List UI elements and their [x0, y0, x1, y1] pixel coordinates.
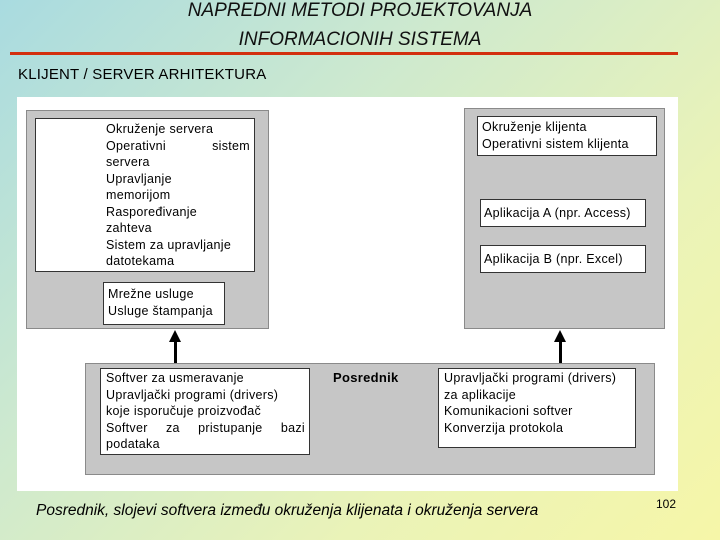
architecture-diagram: [17, 97, 678, 491]
server-arrow-head: [169, 330, 181, 342]
title-underline: [10, 52, 590, 55]
title-underline-right: [590, 52, 678, 55]
middleware-right-line: Komunikacioni softver: [444, 404, 573, 418]
middleware-left-line: Upravljački programi (drivers): [106, 387, 279, 402]
middleware-left-line: Softver za pristupanje bazi: [106, 420, 305, 435]
client-env-line: Okruženje klijenta: [482, 120, 587, 134]
server-env-line: memorijom: [106, 188, 171, 202]
server-services-box: [103, 282, 225, 325]
client-app-a-box: [480, 199, 646, 227]
middleware-left-line: Softver za usmeravanje: [106, 371, 244, 385]
client-environment-box: [477, 116, 657, 156]
server-env-line: Sistem za upravljanje: [106, 237, 232, 252]
server-env-line: Upravljanje: [106, 171, 172, 186]
client-arrow-shaft: [559, 341, 562, 365]
page-number: 102: [656, 497, 677, 511]
server-env-line: servera: [106, 155, 150, 169]
slide-caption: Posrednik, slojevi softvera između okruženja klijenata i okruženja servera: [36, 502, 539, 519]
slide-title-line1: NAPREDNI METODI PROJEKTOVANJA: [187, 0, 533, 21]
middleware-right-line: Konverzija protokola: [444, 420, 564, 435]
server-service-line: Mrežne usluge: [108, 287, 194, 301]
server-arrow-shaft: [174, 341, 177, 365]
client-env-line: Operativni sistem klijenta: [482, 136, 629, 151]
server-env-line: Raspoređivanje: [106, 204, 198, 219]
middleware-left-line: koje isporučuje proizvođač: [106, 404, 262, 418]
client-app-b-box: [480, 245, 646, 273]
middleware-right-box: [438, 368, 636, 448]
server-env-line: zahteva: [106, 221, 152, 235]
server-env-line: Operativni sistem: [106, 138, 250, 153]
client-app-b-label: Aplikacija B (npr. Excel): [484, 252, 623, 266]
section-subtitle: KLIJENT / SERVER ARHITEKTURA: [18, 66, 267, 83]
server-env-line: datotekama: [106, 254, 175, 268]
slide-title-line2: INFORMACIONIH SISTEMA: [238, 29, 482, 50]
server-service-line: Usluge štampanja: [108, 303, 213, 318]
client-app-a-label: Aplikacija A (npr. Access): [484, 206, 631, 220]
server-env-line: Okruženje servera: [106, 122, 214, 136]
middleware-label: Posrednik: [333, 370, 399, 385]
client-arrow-head: [554, 330, 566, 342]
middleware-right-line: Upravljački programi (drivers): [444, 371, 617, 385]
middleware-right-line: za aplikacije: [444, 387, 516, 402]
middleware-left-box: [100, 368, 310, 455]
middleware-left-line: podataka: [106, 437, 160, 451]
server-environment-box: [35, 118, 255, 272]
